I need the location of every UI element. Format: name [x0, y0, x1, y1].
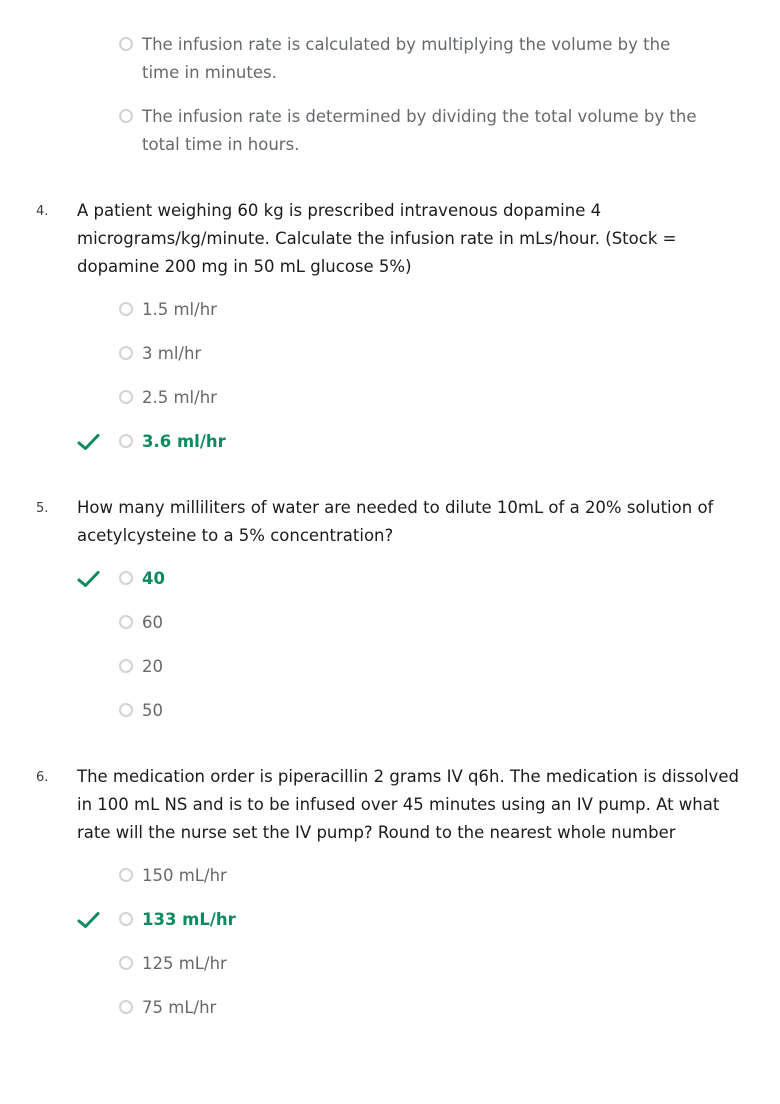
- check-slot: [77, 31, 119, 36]
- question-block-6: [36, 763, 740, 1030]
- answer-option[interactable]: [36, 645, 740, 689]
- radio-button-icon[interactable]: [119, 868, 133, 882]
- question-text: The medication order is piperacillin 2 grams IV q6h. The medication is dissolved in 100 mL NS and is to be infused over 45 minutes using an IV pump. At what rate will the nurse set the IV pump? Round to the nearest whole number: [77, 767, 739, 842]
- option-label: 60: [142, 613, 163, 632]
- option-label: 125 mL/hr: [142, 954, 227, 973]
- options-list: [36, 288, 740, 464]
- answer-option-correct[interactable]: [36, 898, 740, 942]
- question-number: 5.: [36, 501, 49, 516]
- question-block-5: [36, 494, 740, 733]
- question-block-partial: [36, 23, 740, 167]
- check-slot: [77, 103, 119, 108]
- question-number: 6.: [36, 770, 49, 785]
- check-slot: [77, 565, 119, 588]
- question-text: A patient weighing 60 kg is prescribed intravenous dopamine 4 micrograms/kg/minute. Calculate the infusion rate in mLs/hour. (Stock = dopamine 200 mg in 50 mL glucose 5%): [77, 201, 677, 276]
- check-icon: [77, 433, 100, 451]
- option-label: The infusion rate is determined by dividing the total volume by the total time in hours.: [142, 107, 697, 154]
- radio-button-icon[interactable]: [119, 109, 133, 123]
- answer-option-correct[interactable]: [36, 557, 740, 601]
- check-icon: [77, 911, 100, 929]
- option-label: 50: [142, 701, 163, 720]
- option-label: 150 mL/hr: [142, 866, 227, 885]
- check-slot: [77, 994, 119, 999]
- radio-button-icon[interactable]: [119, 571, 133, 585]
- option-label: 20: [142, 657, 163, 676]
- radio-button-icon[interactable]: [119, 1000, 133, 1014]
- answer-option[interactable]: [36, 601, 740, 645]
- answer-option[interactable]: [36, 288, 740, 332]
- check-slot: [77, 609, 119, 614]
- check-slot: [77, 697, 119, 702]
- answer-option[interactable]: [36, 376, 740, 420]
- answer-option[interactable]: [36, 95, 740, 167]
- answer-option[interactable]: [36, 332, 740, 376]
- radio-button-icon[interactable]: [119, 912, 133, 926]
- answer-option-correct[interactable]: [36, 420, 740, 464]
- radio-button-icon[interactable]: [119, 434, 133, 448]
- option-label: 3 ml/hr: [142, 344, 202, 363]
- radio-button-icon[interactable]: [119, 703, 133, 717]
- check-slot: [77, 950, 119, 955]
- radio-button-icon[interactable]: [119, 390, 133, 404]
- check-slot: [77, 653, 119, 658]
- option-label: 40: [142, 569, 165, 588]
- radio-button-icon[interactable]: [119, 346, 133, 360]
- option-label: 133 mL/hr: [142, 910, 236, 929]
- radio-button-icon[interactable]: [119, 302, 133, 316]
- answer-option[interactable]: [36, 942, 740, 986]
- answer-option[interactable]: [36, 986, 740, 1030]
- option-label: 75 mL/hr: [142, 998, 217, 1017]
- check-slot: [77, 906, 119, 929]
- check-slot: [77, 340, 119, 345]
- question-number: 4.: [36, 204, 49, 219]
- option-label: 1.5 ml/hr: [142, 300, 217, 319]
- options-list: [36, 557, 740, 733]
- check-icon: [77, 570, 100, 588]
- check-slot: [77, 384, 119, 389]
- radio-button-icon[interactable]: [119, 659, 133, 673]
- radio-button-icon[interactable]: [119, 615, 133, 629]
- question-text: How many milliliters of water are needed to dilute 10mL of a 20% solution of acetylcysteine to a 5% concentration?: [77, 498, 714, 545]
- answer-option[interactable]: [36, 689, 740, 733]
- options-list: [36, 854, 740, 1030]
- radio-button-icon[interactable]: [119, 956, 133, 970]
- question-block-4: [36, 197, 740, 464]
- radio-button-icon[interactable]: [119, 37, 133, 51]
- options-list: [36, 23, 740, 167]
- option-label: 3.6 ml/hr: [142, 432, 226, 451]
- answer-option[interactable]: [36, 23, 740, 95]
- option-label: The infusion rate is calculated by multiplying the volume by the time in minutes.: [142, 35, 671, 82]
- option-label: 2.5 ml/hr: [142, 388, 217, 407]
- check-slot: [77, 428, 119, 451]
- check-slot: [77, 862, 119, 867]
- check-slot: [77, 296, 119, 301]
- answer-option[interactable]: [36, 854, 740, 898]
